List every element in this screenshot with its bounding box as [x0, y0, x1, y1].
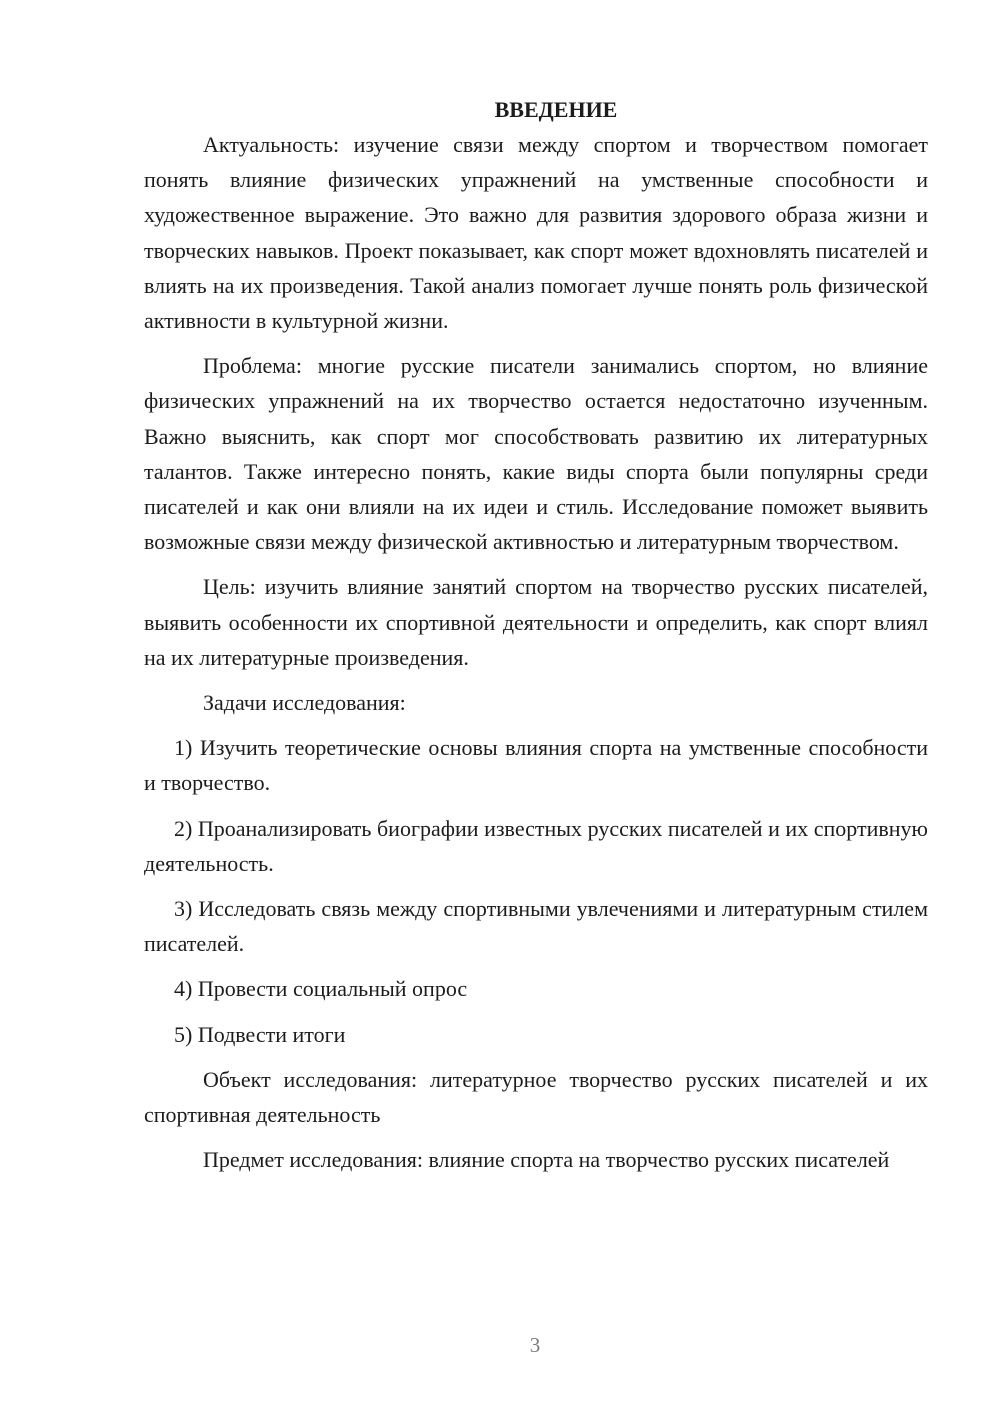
subject-paragraph: Предмет исследования: влияние спорта на творчество русских писателей [203, 1147, 890, 1173]
object-paragraph: Объект исследования: литературное творчество русских писателей и их спортивная деятельность [144, 1066, 928, 1128]
task-item-5: 5) Подвести итоги [174, 1021, 346, 1047]
problem-paragraph: Проблема: многие русские писатели занимались спортом, но влияние физических упражнений на их творчество остается недостаточно изученным. Важно выяснить, как спорт мог способствовать развитию их литературных талантов. Также интересно понять, какие виды спорта были популярны среди писателей и как они влияли на их идеи и стиль. Исследование поможет выявить возможные связи между физической активностью и литературным творчеством. [144, 353, 928, 555]
task-item-2: 2) Проанализировать биографии известных русских писателей и их спортивную деятельность. [144, 815, 928, 876]
tasks-heading: Задачи исследования: [203, 690, 406, 716]
task-item-1: 1) Изучить теоретические основы влияния спорта на умственные способности и творчество. [144, 735, 928, 796]
task-item-3: 3) Исследовать связь между спортивными увлечениями и литературным стилем писателей. [144, 896, 928, 957]
document-body [144, 92, 928, 1177]
task-item-4: 4) Провести социальный опрос [174, 976, 468, 1002]
page-title: ВВЕДЕНИЕ [494, 97, 618, 122]
relevance-paragraph: Актуальность: изучение связи между спортом и творчеством помогает понять влияние физических упражнений на умственные способности и художественное выражение. Это важно для развития здорового образа жизни и творческих навыков. Проект показывает, как спорт может вдохновлять писателей и влиять на их произведения. Такой анализ помогает лучше понять роль физической активности в культурной жизни. [144, 132, 928, 334]
page-number: 3 [529, 1333, 541, 1357]
goal-paragraph: Цель: изучить влияние занятий спортом на творчество русских писателей, выявить особенности их спортивной деятельности и определить, как спорт влиял на их литературные произведения. [144, 574, 928, 670]
